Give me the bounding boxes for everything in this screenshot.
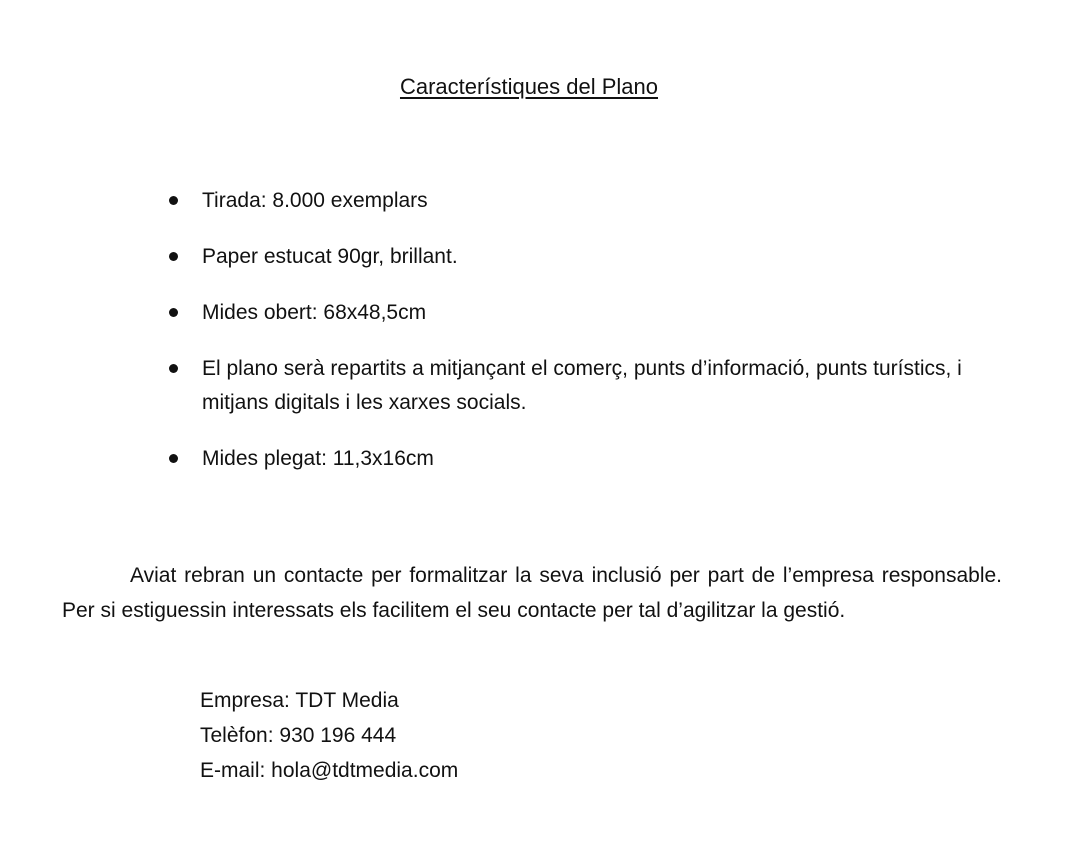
bullet-icon (169, 364, 178, 373)
contact-company: Empresa: TDT Media (200, 689, 399, 712)
bullet-icon (169, 252, 178, 261)
list-item-text: El plano serà repartits a mitjançant el comerç, punts d’informació, punts turístics, i mitjans digitals i les xarxes socials. (202, 357, 962, 414)
features-list (165, 184, 985, 498)
bullet-icon (169, 454, 178, 463)
list-item (165, 296, 985, 330)
list-item (165, 442, 985, 476)
contact-email: E-mail: hola@tdtmedia.com (200, 759, 459, 782)
list-item (165, 184, 985, 218)
document-title: Característiques del Plano (399, 74, 659, 99)
list-item-text: Mides obert: 68x48,5cm (202, 301, 427, 324)
list-item-text: Paper estucat 90gr, brillant. (202, 245, 458, 268)
contact-phone: Telèfon: 930 196 444 (200, 724, 397, 747)
list-item-text: Tirada: 8.000 exemplars (202, 189, 428, 212)
list-item (165, 240, 985, 274)
bullet-icon (169, 196, 178, 205)
list-item (165, 352, 985, 420)
contact-block (200, 683, 800, 788)
bullet-icon (169, 308, 178, 317)
list-item-text: Mides plegat: 11,3x16cm (202, 447, 434, 470)
body-paragraph: Aviat rebran un contacte per formalitzar la seva inclusió per part de l’empresa responsable. Per si estiguessin interessats els facilitem el seu contacte per tal d’agilitzar la gestió. (62, 564, 1002, 622)
